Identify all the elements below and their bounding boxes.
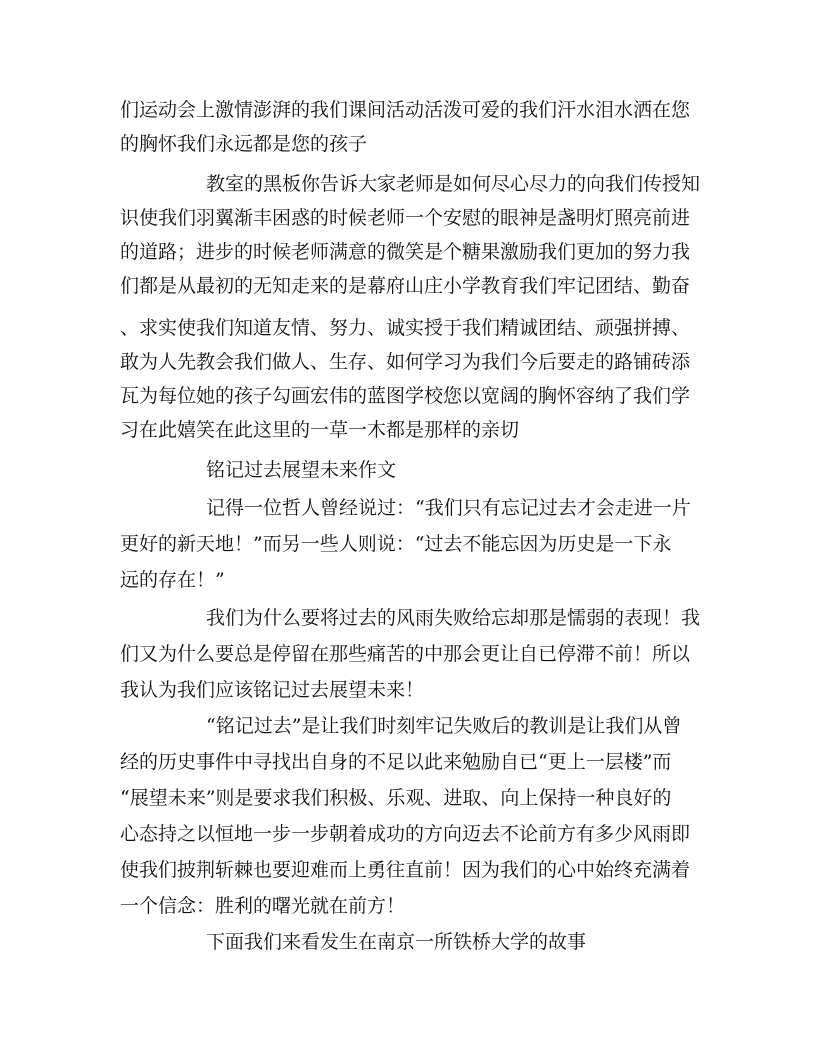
- text-line: 们运动会上激情澎湃的我们课间活动活泼可爱的我们汗水泪水洒在您: [120, 99, 691, 121]
- text-line: 心态持之以恒地一步一步朝着成功的方向迈去不论前方有多少风雨即: [120, 823, 691, 845]
- paragraph-start-line: 记得一位哲人曾经说过：“我们只有忘记过去才会走进一片: [206, 497, 691, 519]
- text-line: 敢为人先教会我们做人、生存、如何学习为我们今后要走的路铺砖添: [120, 351, 691, 373]
- text-line: 瓦为每位她的孩子勾画宏伟的蓝图学校您以宽阔的胸怀容纳了我们学: [120, 385, 691, 407]
- text-line: 一个信念：胜利的曙光就在前方！: [120, 895, 406, 917]
- text-line: “展望未来”则是要求我们积极、乐观、进取、向上保持一种良好的: [120, 787, 672, 809]
- text-line: 识使我们羽翼渐丰困惑的时候老师一个安慰的眼神是盏明灯照亮前进: [120, 207, 691, 229]
- section-title: 铭记过去展望未来作文: [206, 459, 397, 481]
- text-line: 们都是从最初的无知走来的是幕府山庄小学教育我们牢记团结、勤奋: [120, 275, 691, 297]
- text-line: 远的存在！”: [120, 569, 225, 591]
- paragraph-start-line: 下面我们来看发生在南京一所铁桥大学的故事: [206, 931, 587, 953]
- paragraph-start-line: 我们为什么要将过去的风雨失败给忘却那是懦弱的表现！我: [206, 607, 701, 629]
- paragraph-start-line: 教室的黑板你告诉大家老师是如何尽心尽力的向我们传授知: [206, 173, 701, 195]
- text-line: 经的历史事件中寻找出自身的不足以此来勉励自已“更上一层楼”而: [120, 751, 672, 773]
- paragraph-start-line: “铭记过去”是让我们时刻牢记失败后的教训是让我们从曾: [206, 715, 682, 737]
- text-line: 我认为我们应该铭记过去展望未来！: [120, 679, 425, 701]
- text-line: 们又为什么要总是停留在那些痛苦的中那会更让自已停滞不前！所以: [120, 643, 691, 665]
- text-line: 、求实使我们知道友情、努力、诚实授于我们精诚团结、顽强拼搏、: [120, 317, 691, 339]
- text-line: 更好的新天地！”而另一些人则说：“过去不能忘因为历史是一下永: [120, 533, 672, 555]
- text-line: 使我们披荆斩棘也要迎难而上勇往直前！因为我们的心中始终充满着: [120, 859, 691, 881]
- text-line: 的道路；进步的时候老师满意的微笑是个糖果激励我们更加的努力我: [120, 241, 691, 263]
- text-line: 的胸怀我们永远都是您的孩子: [120, 133, 368, 155]
- text-line: 习在此嬉笑在此这里的一草一木都是那样的亲切: [120, 419, 520, 441]
